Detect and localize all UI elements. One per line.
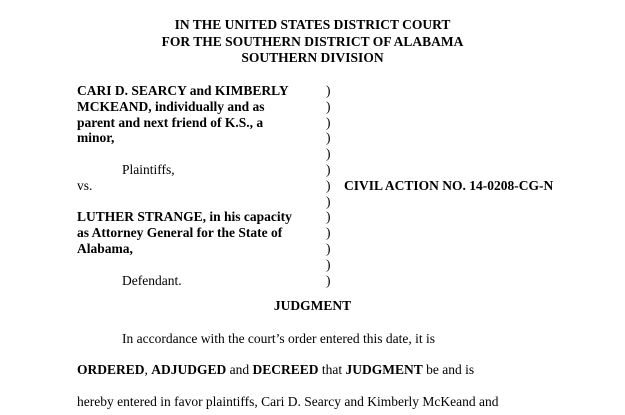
caption-spacer bbox=[77, 146, 327, 162]
caption-paren: ) bbox=[326, 256, 331, 272]
decreed-word: DECREED bbox=[252, 362, 319, 377]
caption-spacer bbox=[77, 194, 327, 210]
caption-paren: ) bbox=[326, 161, 331, 177]
caption-paren: ) bbox=[326, 130, 331, 146]
court-header-line-3: SOUTHERN DIVISION bbox=[241, 50, 384, 65]
caption-paren: ) bbox=[326, 240, 331, 256]
plaintiff-name-line-4: minor, bbox=[77, 130, 115, 146]
plaintiff-name-line-3: parent and next friend of K.S., a bbox=[77, 114, 264, 130]
caption-paren: ) bbox=[326, 272, 331, 288]
caption-paren: ) bbox=[326, 146, 331, 162]
plaintiff-name-line-2: MCKEAND, individually and as bbox=[77, 98, 265, 114]
separator-text: be and is bbox=[422, 362, 475, 377]
separator-text: that bbox=[318, 362, 346, 377]
caption-paren: ) bbox=[326, 225, 331, 241]
judgment-title: JUDGMENT bbox=[273, 298, 352, 313]
court-header-line-2: FOR THE SOUTHERN DISTRICT OF ALABAMA bbox=[161, 33, 464, 49]
plaintiff-name-line-1: CARI D. SEARCY and KIMBERLY bbox=[77, 83, 289, 98]
judgment-text-line-1: In accordance with the court’s order entered this date, it is bbox=[122, 331, 436, 346]
defendant-name-line-3: Alabama, bbox=[77, 240, 133, 256]
adjudged-word: ADJUDGED bbox=[151, 362, 227, 377]
defendant-name-line-1: LUTHER STRANGE, in his capacity bbox=[77, 209, 292, 225]
separator-text: and bbox=[226, 362, 253, 377]
caption-paren-column bbox=[326, 83, 336, 288]
separator-text: , bbox=[144, 362, 152, 377]
caption-paren: ) bbox=[326, 98, 331, 114]
civil-action-number: CIVIL ACTION NO. 14-0208-CG-N bbox=[344, 178, 554, 193]
defendant-label: Defendant. bbox=[122, 272, 182, 288]
versus-label: vs. bbox=[77, 177, 93, 193]
caption-paren: ) bbox=[326, 209, 331, 225]
caption-paren: ) bbox=[326, 114, 331, 130]
caption-paren: ) bbox=[326, 193, 331, 209]
defendant-name-line-2: as Attorney General for the State of bbox=[77, 225, 283, 241]
judgment-text-line-3: hereby entered in favor plaintiffs, Cari D. Searcy and Kimberly McKeand and bbox=[77, 394, 499, 409]
ordered-word: ORDERED bbox=[77, 362, 145, 377]
caption-paren: ) bbox=[326, 83, 331, 98]
court-header-line-1: IN THE UNITED STATES DISTRICT COURT bbox=[174, 17, 451, 32]
caption-paren: ) bbox=[326, 177, 331, 193]
case-caption-parties bbox=[77, 83, 327, 288]
caption-spacer bbox=[77, 257, 327, 273]
judgment-text-line-2 bbox=[77, 362, 474, 378]
court-header bbox=[0, 17, 625, 67]
judgment-word: JUDGMENT bbox=[345, 362, 423, 377]
plaintiffs-label: Plaintiffs, bbox=[122, 161, 175, 177]
